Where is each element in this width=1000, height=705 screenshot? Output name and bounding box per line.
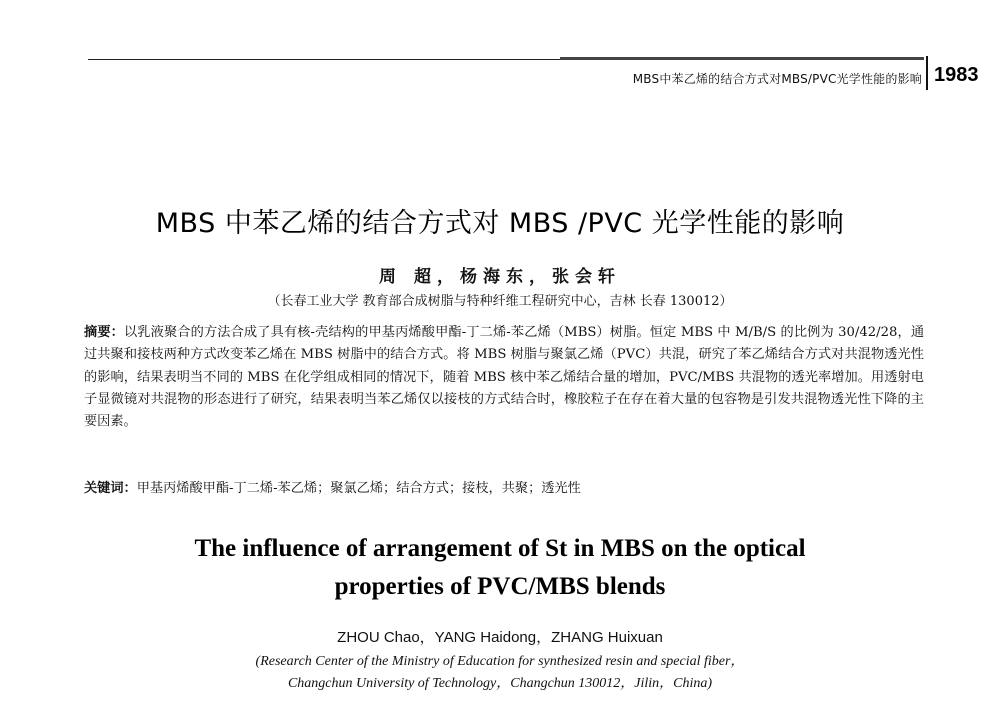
page-number: 1983 <box>934 64 979 86</box>
header-divider <box>926 56 928 90</box>
title-english-line-2: properties of PVC/MBS blends <box>334 573 666 600</box>
running-header-title: MBS中苯乙烯的结合方式对MBS/PVC光学性能的影响 <box>632 72 922 86</box>
abstract-text: 以乳液聚合的方法合成了具有核-壳结构的甲基丙烯酸甲酯-丁二烯-苯乙烯（MBS）树脂。恒定 MBS 中 M/B/S 的比例为 30/42/28，通过共聚和接枝两种方式改变苯乙烯在 MBS 树脂中的结合方式。将 MBS 树脂与聚氯乙烯（PVC）共混，研究了苯乙烯结合方式对共混物透光性的影响，结果表明当不同的 MBS 在化学组成相同的情况下，随着 MBS 核中苯乙烯结合量的增加，PVC/MBS 共混物的透光率增加。用透射电子显微镜对共混物的形态进行了研究，结果表明当苯乙烯仅以接枝的方式结合时，橡胶粒子在存在着大量的包容物是引发共混物透光性下降的主要因素。 <box>84 325 925 430</box>
affiliation-english <box>0 651 1000 695</box>
keywords-label: 关键词： <box>84 481 137 496</box>
affiliation-english-line-1: (Research Center of the Ministry of Education for synthesized resin and special fiber， <box>255 654 745 669</box>
authors-english: ZHOU Chao，YANG Haidong，ZHANG Huixuan <box>337 629 663 646</box>
keywords-chinese <box>84 478 924 500</box>
abstract-chinese <box>84 322 924 433</box>
authors-chinese: 周 超，杨海东，张会轩 <box>379 267 621 287</box>
keywords-text: 甲基丙烯酸甲酯-丁二烯-苯乙烯；聚氯乙烯；结合方式；接枝，共聚；透光性 <box>136 481 581 496</box>
abstract-label: 摘要： <box>84 325 124 340</box>
affiliation-english-line-2: Changchun University of Technology，Changchun 130012，Jilin，China) <box>287 676 713 691</box>
title-english <box>0 530 1000 606</box>
title-chinese: MBS 中苯乙烯的结合方式对 MBS /PVC 光学性能的影响 <box>155 208 845 239</box>
title-english-line-1: The influence of arrangement of St in MBS on the optical <box>194 535 806 562</box>
header-rule-accent <box>560 57 924 60</box>
affiliation-chinese: （长春工业大学 教育部合成树脂与特种纤维工程研究中心，吉林 长春 130012） <box>267 294 733 309</box>
